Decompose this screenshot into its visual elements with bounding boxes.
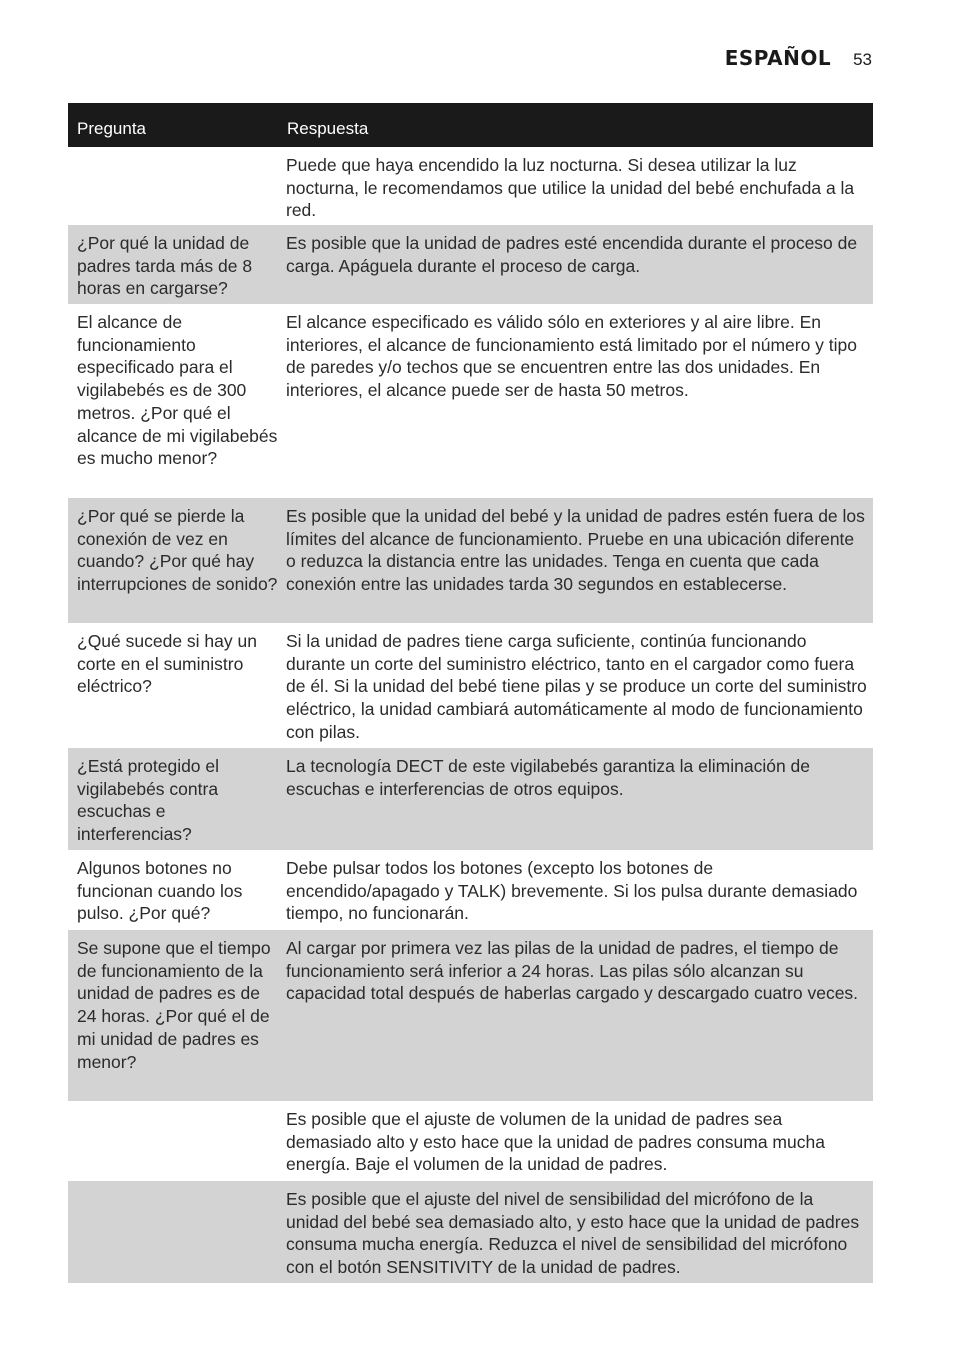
table-row xyxy=(68,498,873,623)
answer-cell: Es posible que el ajuste de volumen de la unidad de padres sea demasiado alto y esto hace que la unidad de padres consuma mucha energía. Baje el volumen de la unidad de padres. xyxy=(286,1109,825,1175)
page-header xyxy=(725,46,872,70)
question-cell: El alcance de funcionamiento especificado para el vigilabebés es de 300 metros. ¿Por qué el alcance de mi vigilabebés es mucho menor? xyxy=(77,312,278,469)
faq-table xyxy=(68,103,873,1283)
answer-cell: El alcance especificado es válido sólo en exteriores y al aire libre. En interiores, el alcance de funcionamiento está limitado por el número y tipo de paredes y/o techos que se encuentren entre las dos unidades. En interiores, el alcance puede ser de hasta 50 metros. xyxy=(286,312,858,401)
question-cell: ¿Por qué se pierde la conexión de vez en cuando? ¿Por qué hay interrupciones de sonido? xyxy=(77,506,278,595)
answer-cell: La tecnología DECT de este vigilabebés garantiza la eliminación de escuchas e interferencias de otros equipos. xyxy=(286,756,811,799)
answer-cell: Debe pulsar todos los botones (excepto los botones de encendido/apagado y TALK) brevemente. Si los pulsa durante demasiado tiempo, no funcionarán. xyxy=(286,858,858,924)
table-row xyxy=(68,623,873,748)
answer-cell: Es posible que el ajuste del nivel de sensibilidad del micrófono de la unidad del bebé sea demasiado alto, y esto hace que la unidad de padres consuma mucha energía. Reduzca el nivel de sensibilidad del micrófono con el botón SENSITIVITY de la unidad de padres. xyxy=(286,1189,860,1278)
question-cell: ¿Está protegido el vigilabebés contra escuchas e interferencias? xyxy=(77,756,220,845)
answer-cell: Si la unidad de padres tiene carga suficiente, continúa funcionando durante un corte del suministro eléctrico, tanto en el cargador como fuera de él. Si la unidad del bebé tiene pilas y se produce un corte del suministro eléctrico, la unidad cambiará automáticamente al modo de funcionamiento con pilas. xyxy=(286,631,867,742)
column-header-answer: Respuesta xyxy=(287,119,369,138)
table-row xyxy=(68,225,873,304)
question-cell xyxy=(68,1101,286,1181)
answer-cell: Puede que haya encendido la luz nocturna. Si desea utilizar la luz nocturna, le recomendamos que utilice la unidad del bebé enchufada a la red. xyxy=(286,155,855,221)
column-header-question: Pregunta xyxy=(77,119,146,138)
table-row xyxy=(68,748,873,850)
question-cell: Se supone que el tiempo de funcionamiento de la unidad de padres es de 24 horas. ¿Por qué el de mi unidad de padres es menor? xyxy=(77,938,271,1072)
page-number: 53 xyxy=(853,50,872,69)
question-cell: ¿Por qué la unidad de padres tarda más de 8 horas en cargarse? xyxy=(77,233,253,299)
table-header xyxy=(68,103,873,147)
table-row xyxy=(68,147,873,225)
language-label: ESPAÑOL xyxy=(724,46,832,70)
question-cell: ¿Qué sucede si hay un corte en el suministro eléctrico? xyxy=(77,631,257,697)
answer-cell: Es posible que la unidad del bebé y la unidad de padres estén fuera de los límites del alcance de funcionamiento. Pruebe en una ubicación diferente o reduzca la distancia entre las unidades. Tenga en cuenta que cada conexión entre las unidades tarda 30 segundos en establecerse. xyxy=(286,506,865,595)
answer-cell: Es posible que la unidad de padres esté encendida durante el proceso de carga. Apáguela durante el proceso de carga. xyxy=(286,233,858,276)
table-row xyxy=(68,1181,873,1283)
table-row xyxy=(68,1101,873,1181)
question-cell xyxy=(68,147,286,225)
question-cell xyxy=(68,1181,286,1283)
question-cell: Algunos botones no funcionan cuando los pulso. ¿Por qué? xyxy=(77,858,243,924)
table-row xyxy=(68,930,873,1101)
answer-cell: Al cargar por primera vez las pilas de la unidad de padres, el tiempo de funcionamiento será inferior a 24 horas. Las pilas sólo alcanzan su capacidad total después de haberlas cargado y descargado cuatro veces. xyxy=(286,938,859,1004)
table-row xyxy=(68,850,873,930)
table-row xyxy=(68,304,873,498)
